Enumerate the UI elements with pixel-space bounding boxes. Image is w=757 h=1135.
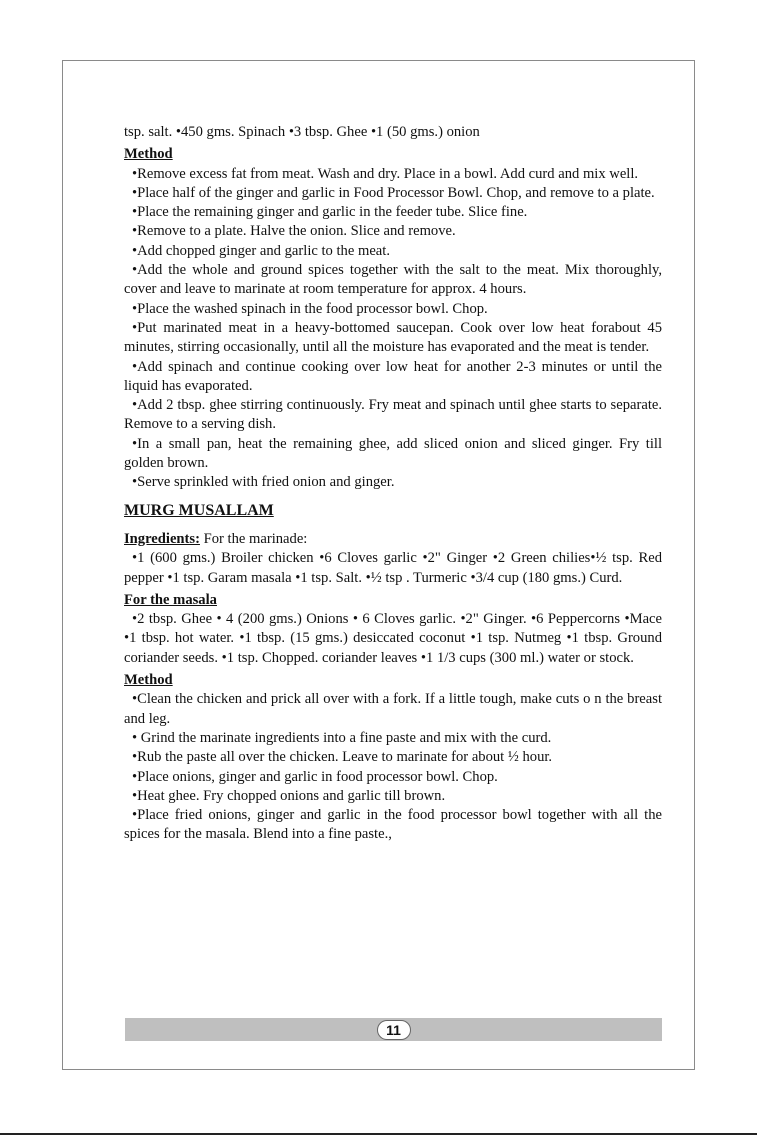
recipe-title: MURG MUSALLAM (124, 501, 274, 519)
method-heading-2: Method (124, 672, 173, 689)
method-step: •Place onions, ginger and garlic in food processor bowl. Chop. (132, 768, 498, 785)
method-step: •In a small pan, heat the remaining ghee, add sliced onion and sliced ginger. Fry till golden brown. (124, 435, 662, 472)
ingredients-line (124, 530, 662, 549)
method-steps (124, 165, 662, 493)
method-step: •Add chopped ginger and garlic to the meat. (132, 242, 390, 259)
method-step: •Place the remaining ginger and garlic in the feeder tube. Slice fine. (132, 204, 528, 221)
method-step: •Serve sprinkled with fried onion and ginger. (132, 474, 395, 491)
ingredients-label: Ingredients: (124, 530, 200, 547)
method-step: •Remove excess fat from meat. Wash and dry. Place in a bowl. Add curd and mix well. (132, 165, 639, 182)
method-step: •Add spinach and continue cooking over low heat for another 2-3 minutes or until the liquid has evaporated. (124, 358, 662, 394)
method-step: •Place half of the ginger and garlic in Food Processor Bowl. Chop, and remove to a plate. (132, 184, 655, 201)
page-content (124, 123, 662, 845)
method-step: •Place the washed spinach in the food processor bowl. Chop. (132, 300, 488, 317)
page-footer-bar (125, 1018, 662, 1041)
method-steps-2 (124, 690, 662, 844)
method-step: •Add 2 tbsp. ghee stirring continuously. Fry meat and spinach until ghee starts to separate. Remove to a serving dish. (124, 397, 662, 433)
method-step: •Remove to a plate. Halve the onion. Slice and remove. (132, 223, 456, 240)
method-step: •Put marinated meat in a heavy-bottomed saucepan. Cook over low heat forabout 45 minutes, stirring occasionally, until all the moisture has evaporated and the meat is tender. (124, 319, 662, 356)
method-step: •Place fried onions, ginger and garlic in the food processor bowl together with all the spices for the masala. Blend into a fine paste., (124, 807, 662, 843)
ingredients-items: •1 (600 gms.) Broiler chicken •6 Cloves garlic •2" Ginger •2 Green chilies•½ tsp. Red pepper •1 tsp. Garam masala •1 tsp. Salt. •½ tsp . Turmeric •3/4 cup (180 gms.) Curd. (124, 550, 662, 586)
masala-heading: For the masala (124, 591, 217, 608)
method-step: •Add the whole and ground spices together with the salt to the meat. Mix thoroughly, cover and leave to marinate at room temperature for approx. 4 hours. (124, 262, 662, 298)
intro-line: tsp. salt. •450 gms. Spinach •3 tbsp. Ghee •1 (50 gms.) onion (124, 124, 480, 140)
ingredients-note: For the marinade: (199, 530, 308, 547)
method-step: •Rub the paste all over the chicken. Leave to marinate for about ½ hour. (132, 749, 553, 766)
masala-items: •2 tbsp. Ghee • 4 (200 gms.) Onions • 6 Cloves garlic. •2" Ginger. •6 Peppercorns •Mace •1 tbsp. hot water. •1 tbsp. (15 gms.) desiccated coconut •1 tsp. Nutmeg •1 tbsp. Ground coriander seeds. •1 tsp. Chopped. coriander leaves •1 1/3 cups (300 ml.) water or stock. (124, 611, 662, 666)
method-step: •Clean the chicken and prick all over with a fork. If a little tough, make cuts o n the breast and leg. (124, 691, 662, 727)
method-step: • Grind the marinate ingredients into a fine paste and mix with the curd. (132, 729, 552, 746)
page-number: 11 (377, 1020, 411, 1040)
method-step: •Heat ghee. Fry chopped onions and garlic till brown. (132, 787, 446, 804)
method-heading: Method (124, 146, 173, 163)
